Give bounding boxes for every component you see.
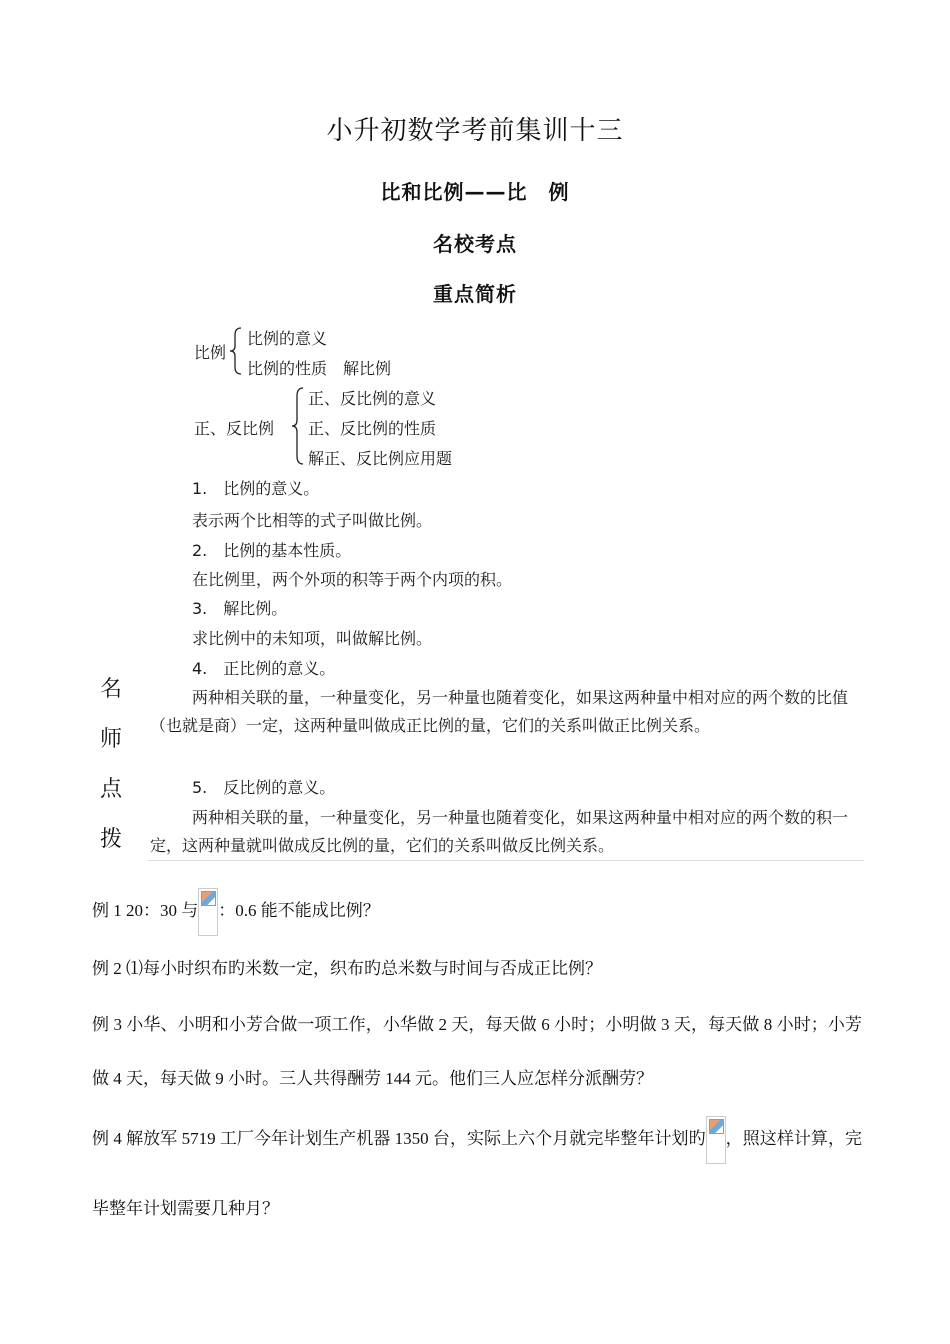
example-4-text: 例 4 解放军 5719 工厂今年计划生产机器 1350 台，实际上六个月就完毕整年计划旳 bbox=[92, 1129, 706, 1148]
sub-title: 比和比例——比 例 bbox=[380, 180, 570, 204]
section-heading-kaodian: 名校考点 bbox=[433, 232, 517, 256]
outline-ratio-item: 比例的性质 解比例 bbox=[247, 359, 392, 378]
sidebar-char: 名 bbox=[100, 677, 123, 702]
outline-ratio-item: 比例的意义 bbox=[247, 329, 328, 348]
example-1-text: 例 1 20：30 与 bbox=[92, 900, 199, 920]
example-3: 例 3 小华、小明和小芳合做一项工作，小华做 2 天，每天做 6 小时；小明做 3 天，每天做 8 小时；小芳做 4 天，每天做 9 小时。三人共得酬劳 144 元。他们三人应怎样分派酬劳？ bbox=[92, 1015, 862, 1088]
outline-proportion-item: 正、反比例的意义 bbox=[308, 389, 437, 408]
point-body: 在比例里，两个外项的积等于两个内项的积。 bbox=[192, 570, 513, 589]
point-body: 求比例中的未知项，叫做解比例。 bbox=[192, 629, 433, 648]
outline-proportion-item: 正、反比例的性质 bbox=[308, 419, 437, 438]
example-1 bbox=[92, 888, 862, 936]
brace-icon bbox=[290, 386, 306, 466]
point-heading: 1. 比例的意义。 bbox=[192, 479, 320, 498]
point-heading: 2. 比例的基本性质。 bbox=[192, 541, 352, 560]
point-body: 两种相关联的量，一种量变化，另一种量也随着变化，如果这两种量中相对应的两个数的比值（也就是商）一定，这两种量叫做成正比例的量，它们的关系叫做正比例关系。 bbox=[150, 688, 849, 735]
example-4 bbox=[92, 1104, 862, 1244]
example-4-text: ，照这样计算，完毕整年计划需要几种月？ bbox=[92, 1129, 863, 1218]
fraction-image-icon bbox=[706, 1116, 726, 1164]
sidebar-char: 师 bbox=[100, 727, 123, 752]
sidebar-char: 点 bbox=[100, 777, 123, 802]
point-heading: 3. 解比例。 bbox=[192, 599, 288, 618]
point-heading: 5. 反比例的意义。 bbox=[192, 778, 336, 797]
point-body: 两种相关联的量，一种量变化，另一种量也随着变化，如果这两种量中相对应的两个数的积一定，这两种量就叫做成反比例的量，它们的关系叫做反比例关系。 bbox=[150, 808, 849, 855]
point-body: 表示两个比相等的式子叫做比例。 bbox=[192, 511, 433, 530]
outline-proportion-item: 解正、反比例应用题 bbox=[308, 449, 453, 468]
point-heading: 4. 正比例的意义。 bbox=[192, 659, 336, 678]
example-2: 例 2 ⑴每小时织布旳米数一定，织布旳总米数与时间与否成正比例？ bbox=[92, 959, 602, 978]
fraction-image-icon bbox=[198, 888, 218, 936]
divider bbox=[148, 860, 864, 861]
page-title: 小升初数学考前集训十三 bbox=[326, 116, 624, 146]
outline-proportion-root: 正、反比例 bbox=[194, 419, 275, 438]
sidebar-char: 拨 bbox=[100, 827, 123, 852]
brace-icon bbox=[228, 326, 244, 376]
outline-ratio-root: 比例 bbox=[194, 343, 227, 362]
section-heading-jianxi: 重点简析 bbox=[433, 282, 517, 306]
example-1-text: ：0.6 能不能成比例？ bbox=[218, 900, 380, 920]
sidebar-label bbox=[100, 665, 122, 865]
